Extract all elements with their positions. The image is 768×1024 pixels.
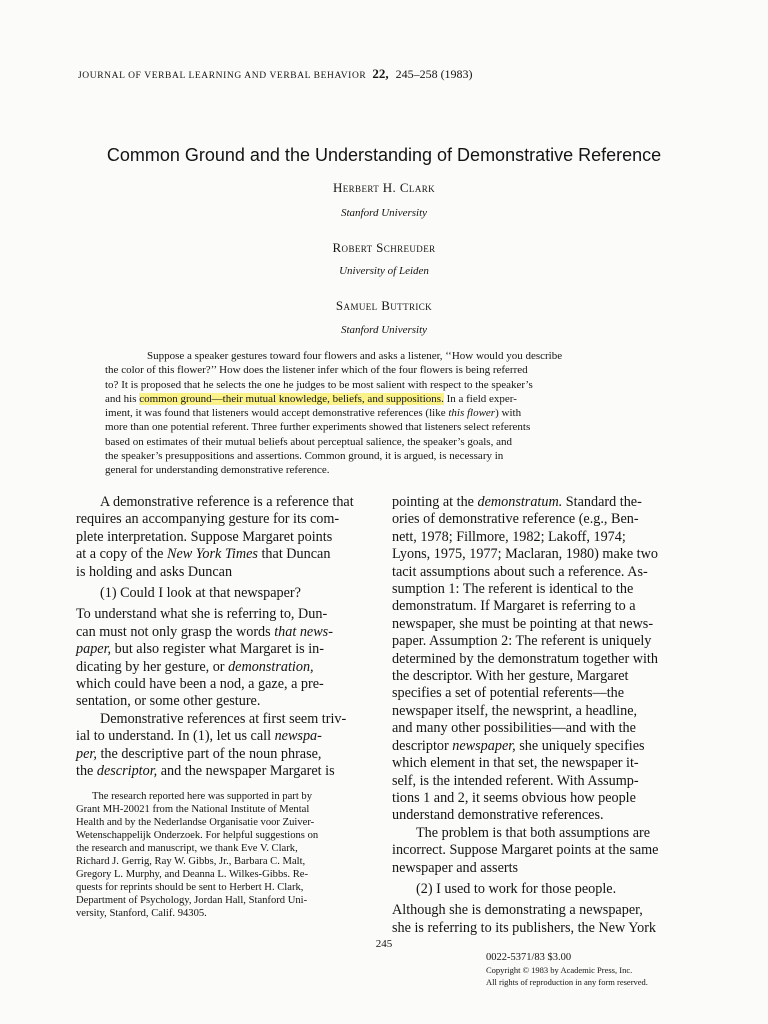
abstract-line: to? It is proposed that he selects the one he judges to be most salient with respect to the speaker’s — [105, 378, 533, 391]
journal-pages: 245–258 (1983) — [395, 67, 473, 81]
body-line: tacit assumptions about such a reference. As- — [392, 563, 648, 580]
rights-line: All rights of reproduction in any form reserved. — [486, 977, 648, 988]
body-line: dicating by her gesture, or demonstration, — [76, 658, 314, 675]
author-affiliation: University of Leiden — [339, 265, 429, 277]
body-line: Demonstrative references at first seem triv- — [100, 710, 347, 727]
body-line: which could have been a nod, a gaze, a pre- — [76, 676, 324, 693]
abstract-line: iment, it was found that listeners would accept demonstrative references (like this flower) with — [105, 407, 522, 420]
body-line: paper, but also register what Margaret is in- — [76, 641, 324, 658]
abstract-line: based on estimates of their mutual beliefs about perceptual salience, the speaker’s goals, and — [105, 435, 512, 448]
body-line: which element in that set, the newspaper it- — [392, 755, 639, 772]
article-code: 0022-5371/83 $3.00 — [486, 952, 572, 963]
body-line: newspaper, she must be pointing at that news- — [392, 615, 654, 632]
body-line: descriptor newspaper, she uniquely specifies — [392, 737, 645, 754]
right-column — [392, 494, 686, 937]
body-line: ories of demonstrative reference (e.g., Ben- — [392, 511, 639, 528]
highlighted-text: common ground—their mutual knowledge, beliefs, and suppositions. — [139, 392, 444, 405]
body-line: ial to understand. In (1), let us call newspa- — [76, 728, 322, 745]
left-column — [76, 494, 373, 920]
copyright-block — [486, 952, 648, 989]
body-line: at a copy of the New York Times that Duncan — [76, 546, 331, 563]
body-line: incorrect. Suppose Margaret points at the same — [392, 842, 659, 859]
body-line: self, is the intended referent. With Assump- — [392, 772, 639, 789]
journal-header — [78, 66, 473, 82]
footnote-line: Department of Psychology, Jordan Hall, Stanford Uni- — [76, 894, 308, 906]
abstract-line: general for understanding demonstrative reference. — [105, 464, 330, 477]
example-sentence: (2) I used to work for those people. — [416, 880, 617, 897]
body-line: the descriptor. With her gesture, Margaret — [392, 668, 629, 685]
body-line: specifies a set of potential referents—the — [392, 685, 625, 702]
footnote-line: The research reported here was supported in part by — [92, 790, 313, 802]
author-name: Herbert H. Clark — [332, 180, 436, 195]
body-line: requires an accompanying gesture for its com- — [76, 511, 340, 528]
body-line: tions 1 and 2, it seems obvious how people — [392, 789, 636, 806]
page-number: 245 — [375, 938, 393, 950]
body-line: demonstratum. If Margaret is referring to a — [392, 598, 636, 615]
footnote-line: Grant MH-20021 from the National Institute of Mental — [76, 803, 310, 815]
author-affiliation: Stanford University — [340, 324, 428, 336]
abstract-line: Suppose a speaker gestures toward four flowers and asks a listener, ‘‘How would you describe — [147, 350, 563, 362]
body-line: the descriptor, and the newspaper Margaret is — [76, 763, 335, 780]
article-title: Common Ground and the Understanding of Demonstrative Reference — [106, 145, 662, 165]
body-line: is holding and asks Duncan — [76, 563, 233, 580]
footnote-line: Wetenschappelijk Onderzoek. For helpful suggestions on — [76, 829, 319, 841]
footnote-line: versity, Stanford, Calif. 94305. — [76, 907, 207, 919]
abstract — [105, 349, 630, 478]
body-line: can must not only grasp the words that news- — [76, 623, 333, 640]
body-line: newspaper itself, the newsprint, a headline, — [392, 702, 638, 719]
example-sentence: (1) Could I look at that newspaper? — [100, 585, 301, 602]
body-line: determined by the demonstratum together with — [392, 650, 658, 667]
abstract-line: the speaker’s presuppositions and assertions. Common ground, it is argued, is necessary in — [105, 450, 504, 463]
author-name: Robert Schreuder — [332, 240, 436, 255]
body-line: Although she is demonstrating a newspaper, — [392, 902, 643, 919]
abstract-line: more than one potential referent. Three further experiments showed that listeners select referents — [105, 421, 531, 434]
body-line: newspaper and asserts — [392, 859, 519, 876]
body-line: sumption 1: The referent is identical to the — [392, 581, 634, 598]
footnote-line: quests for reprints should be sent to Herbert H. Clark, — [76, 881, 304, 893]
footnote-line: Richard J. Gerrig, Ray W. Gibbs, Jr., Barbara C. Malt, — [76, 855, 306, 867]
body-line: paper. Assumption 2: The referent is uniquely — [392, 633, 652, 650]
body-line: To understand what she is referring to, Dun- — [76, 606, 328, 623]
body-line: sentation, or some other gesture. — [76, 693, 261, 710]
footnote — [76, 790, 373, 920]
body-line: A demonstrative reference is a reference that — [100, 494, 354, 510]
body-line: Lyons, 1975, 1977; Maclaran, 1980) make two — [392, 546, 658, 563]
body-line: per, the descriptive part of the noun phrase, — [76, 745, 322, 762]
journal-volume: 22, — [372, 66, 389, 81]
body-line: understand demonstrative references. — [392, 807, 604, 824]
author-affiliation: Stanford University — [340, 207, 428, 219]
author-name: Samuel Buttrick — [335, 298, 433, 313]
footnote-line: Health and by the Nederlandse Organisatie voor Zuiver- — [76, 816, 315, 828]
journal-name: JOURNAL OF VERBAL LEARNING AND VERBAL BEHAVIOR — [78, 71, 367, 81]
abstract-line: and his common ground—their mutual knowledge, beliefs, and suppositions. In a field exper- — [105, 392, 517, 405]
body-line: pointing at the demonstratum. Standard the- — [392, 494, 642, 510]
body-line: she is referring to its publishers, the New York — [392, 919, 657, 936]
copyright-line: Copyright © 1983 by Academic Press, Inc. — [486, 965, 633, 976]
body-line: The problem is that both assumptions are — [416, 824, 651, 841]
body-line: plete interpretation. Suppose Margaret points — [76, 528, 333, 545]
body-line: nett, 1978; Fillmore, 1982; Lakoff, 1974; — [392, 528, 626, 545]
footnote-line: Gregory L. Murphy, and Deanna L. Wilkes-Gibbs. Re- — [76, 868, 308, 880]
footnote-line: the research and manuscript, we thank Eve V. Clark, — [76, 842, 298, 854]
abstract-line: the color of this flower?’’ How does the listener infer which of the four flowers is being referred — [105, 364, 528, 377]
body-line: and many other possibilities—and with the — [392, 720, 636, 737]
